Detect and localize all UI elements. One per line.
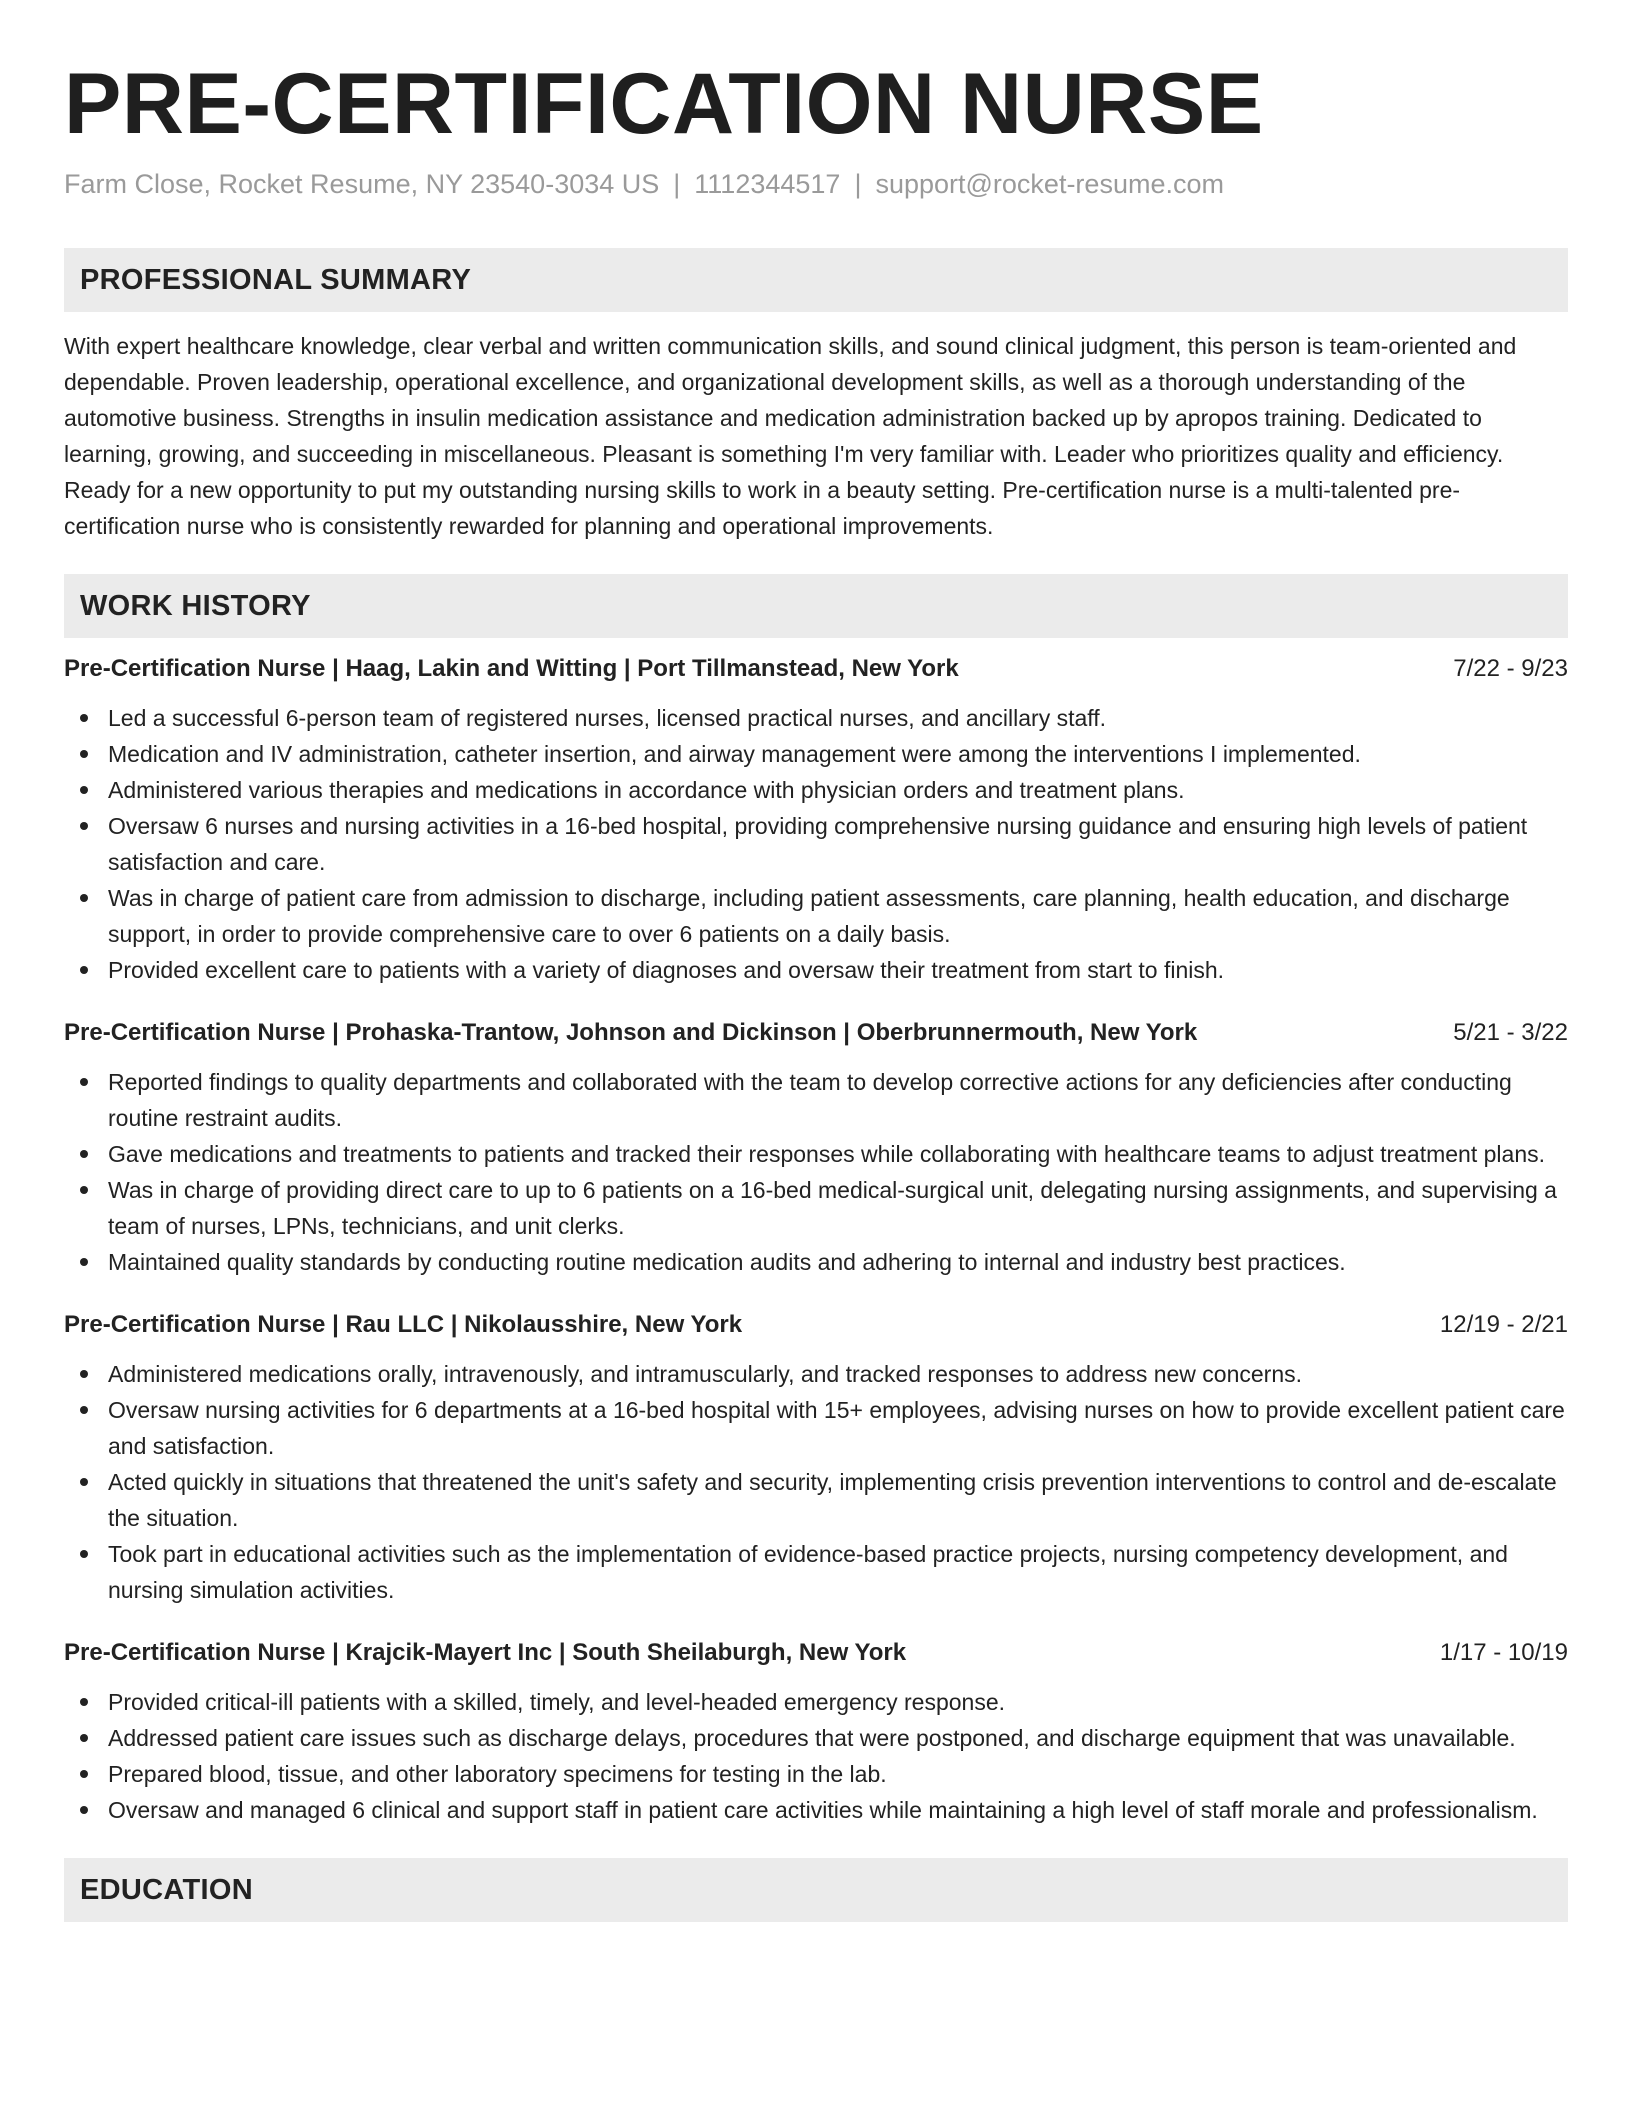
job-bullet-text: Addressed patient care issues such as discharge delays, procedures that were postponed, and discharge equipment that was unavailable. bbox=[108, 1725, 1516, 1751]
job-bullet bbox=[64, 952, 1568, 988]
bullet-dot-icon bbox=[80, 894, 88, 902]
job-bullet bbox=[64, 1172, 1568, 1244]
job-bullet bbox=[64, 1464, 1568, 1536]
job-bullet-text: Took part in educational activities such as the implementation of evidence-based practice projects, nursing competency development, and nursing simulation activities. bbox=[108, 1541, 1508, 1603]
contact-email[interactable]: support@rocket-resume.com bbox=[875, 169, 1224, 199]
job-entry bbox=[64, 1016, 1568, 1280]
section-header-education: EDUCATION bbox=[64, 1858, 1568, 1922]
bullet-dot-icon bbox=[80, 750, 88, 758]
job-bullet bbox=[64, 808, 1568, 880]
bullet-dot-icon bbox=[80, 966, 88, 974]
job-bullet-text: Provided critical-ill patients with a skilled, timely, and level-headed emergency response. bbox=[108, 1689, 1005, 1715]
job-bullet bbox=[64, 1392, 1568, 1464]
job-dates: 1/17 - 10/19 bbox=[1439, 1639, 1568, 1666]
job-bullet bbox=[64, 700, 1568, 736]
bullet-dot-icon bbox=[80, 1406, 88, 1414]
job-entry bbox=[64, 1308, 1568, 1608]
job-title-row bbox=[64, 652, 1568, 686]
job-bullet-text: Administered medications orally, intravenously, and intramuscularly, and tracked responses to address new concerns. bbox=[108, 1361, 1303, 1387]
job-bullet-text: Oversaw and managed 6 clinical and support staff in patient care activities while maintaining a high level of staff morale and professionalism. bbox=[108, 1797, 1538, 1823]
job-bullet bbox=[64, 1756, 1568, 1792]
job-bullet-text: Maintained quality standards by conducting routine medication audits and adhering to internal and industry best practices. bbox=[108, 1249, 1346, 1275]
job-bullet-text: Administered various therapies and medications in accordance with physician orders and treatment plans. bbox=[108, 777, 1185, 803]
job-title-row bbox=[64, 1636, 1568, 1670]
job-dates: 7/22 - 9/23 bbox=[1453, 655, 1568, 682]
contact-separator: | bbox=[673, 169, 681, 199]
job-bullet-text: Medication and IV administration, catheter insertion, and airway management were among the interventions I implemented. bbox=[108, 741, 1361, 767]
bullet-dot-icon bbox=[80, 1734, 88, 1742]
job-bullet-text: Oversaw nursing activities for 6 departments at a 16-bed hospital with 15+ employees, advising nurses on how to provide excellent patient care and satisfaction. bbox=[108, 1397, 1565, 1459]
candidate-name: PRE-CERTIFICATION NURSE bbox=[64, 56, 1264, 152]
job-title-row bbox=[64, 1308, 1568, 1342]
section-header-summary: PROFESSIONAL SUMMARY bbox=[64, 248, 1568, 312]
job-title: Pre-Certification Nurse | Haag, Lakin and Witting | Port Tillmanstead, New York bbox=[64, 655, 959, 682]
bullet-dot-icon bbox=[80, 1150, 88, 1158]
bullet-dot-icon bbox=[80, 1806, 88, 1814]
bullet-dot-icon bbox=[80, 714, 88, 722]
bullet-dot-icon bbox=[80, 786, 88, 794]
job-bullet bbox=[64, 736, 1568, 772]
contact-line bbox=[64, 166, 1568, 202]
job-bullet bbox=[64, 1356, 1568, 1392]
contact-phone: 1112344517 bbox=[694, 169, 841, 199]
bullet-dot-icon bbox=[80, 1698, 88, 1706]
bullet-dot-icon bbox=[80, 1478, 88, 1486]
job-bullet-text: Oversaw 6 nurses and nursing activities in a 16-bed hospital, providing comprehensive nursing guidance and ensuring high levels of patient satisfaction and care. bbox=[108, 813, 1528, 875]
job-title: Pre-Certification Nurse | Prohaska-Trantow, Johnson and Dickinson | Oberbrunnermouth, New York bbox=[64, 1019, 1198, 1046]
summary-text: With expert healthcare knowledge, clear verbal and written communication skills, and sound clinical judgment, this person is team-oriented and dependable. Proven leadership, operational excellence, and organizational development skills, as well as a thorough understanding of the automotive business. Strengths in insulin medication assistance and medication administration backed up by apropos training. Dedicated to learning, growing, and succeeding in miscellaneous. Pleasant is something I'm very familiar with. Leader who prioritizes quality and efficiency. Ready for a new opportunity to put my outstanding nursing skills to work in a beauty setting. Pre-certification nurse is a multi-talented pre-certification nurse who is consistently rewarded for planning and operational improvements. bbox=[64, 333, 1517, 539]
job-bullet bbox=[64, 772, 1568, 808]
job-entry bbox=[64, 652, 1568, 988]
job-bullet-text: Prepared blood, tissue, and other laboratory specimens for testing in the lab. bbox=[108, 1761, 887, 1787]
section-header-work-history: WORK HISTORY bbox=[64, 574, 1568, 638]
job-bullet bbox=[64, 880, 1568, 952]
bullet-dot-icon bbox=[80, 1770, 88, 1778]
bullet-dot-icon bbox=[80, 1550, 88, 1558]
job-bullet-text: Reported findings to quality departments and collaborated with the team to develop corrective actions for any deficiencies after conducting routine restraint audits. bbox=[108, 1069, 1512, 1131]
job-bullet bbox=[64, 1064, 1568, 1136]
job-bullet bbox=[64, 1684, 1568, 1720]
resume-page bbox=[64, 0, 1568, 1922]
job-entry bbox=[64, 1636, 1568, 1828]
job-title-row bbox=[64, 1016, 1568, 1050]
job-bullet bbox=[64, 1244, 1568, 1280]
bullet-dot-icon bbox=[80, 1370, 88, 1378]
job-bullet bbox=[64, 1536, 1568, 1608]
job-bullet-text: Acted quickly in situations that threatened the unit's safety and security, implementing crisis prevention interventions to control and de-escalate the situation. bbox=[108, 1469, 1557, 1531]
contact-address: Farm Close, Rocket Resume, NY 23540-3034 US bbox=[64, 169, 660, 199]
job-bullet-list bbox=[64, 700, 1568, 988]
job-bullet-list bbox=[64, 1064, 1568, 1280]
job-bullet-text: Provided excellent care to patients with a variety of diagnoses and oversaw their treatment from start to finish. bbox=[108, 957, 1225, 983]
job-bullet bbox=[64, 1720, 1568, 1756]
job-title: Pre-Certification Nurse | Krajcik-Mayert Inc | South Sheilaburgh, New York bbox=[64, 1639, 907, 1666]
job-bullet bbox=[64, 1792, 1568, 1828]
bullet-dot-icon bbox=[80, 1258, 88, 1266]
work-history-list bbox=[64, 652, 1568, 1828]
bullet-dot-icon bbox=[80, 1186, 88, 1194]
job-bullet-text: Was in charge of patient care from admission to discharge, including patient assessments, care planning, health education, and discharge support, in order to provide comprehensive care to over 6 patients on a daily basis. bbox=[108, 885, 1510, 947]
job-title: Pre-Certification Nurse | Rau LLC | Nikolausshire, New York bbox=[64, 1311, 743, 1338]
job-bullet-text: Gave medications and treatments to patients and tracked their responses while collaborating with healthcare teams to adjust treatment plans. bbox=[108, 1141, 1546, 1167]
job-bullet-list bbox=[64, 1356, 1568, 1608]
bullet-dot-icon bbox=[80, 1078, 88, 1086]
job-bullet bbox=[64, 1136, 1568, 1172]
contact-separator: | bbox=[854, 169, 862, 199]
job-bullet-text: Led a successful 6-person team of registered nurses, licensed practical nurses, and ancillary staff. bbox=[108, 705, 1107, 731]
job-bullet-list bbox=[64, 1684, 1568, 1828]
bullet-dot-icon bbox=[80, 822, 88, 830]
job-dates: 5/21 - 3/22 bbox=[1453, 1019, 1568, 1046]
job-bullet-text: Was in charge of providing direct care to up to 6 patients on a 16-bed medical-surgical unit, delegating nursing assignments, and supervising a team of nurses, LPNs, technicians, and unit clerks. bbox=[108, 1177, 1557, 1239]
job-dates: 12/19 - 2/21 bbox=[1439, 1311, 1568, 1338]
